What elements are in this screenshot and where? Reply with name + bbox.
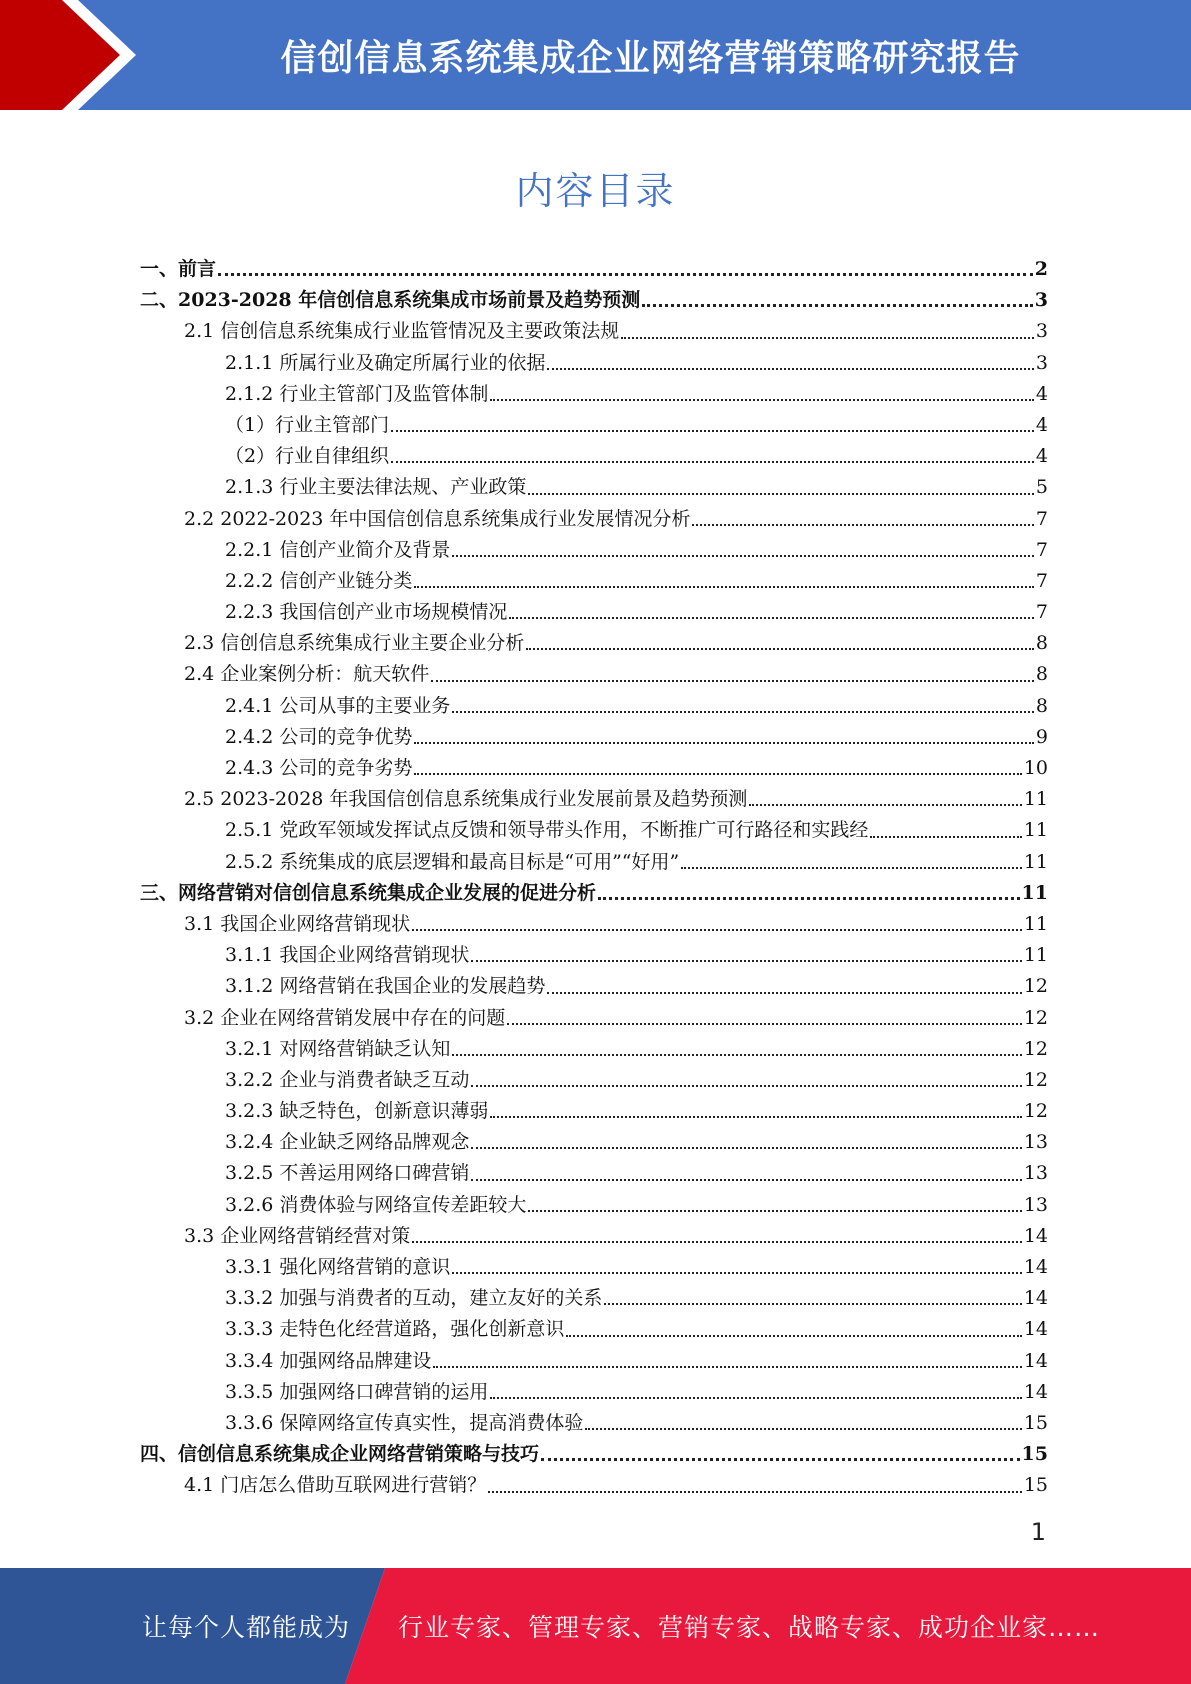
toc-entry-text: 2.5.1 党政军领域发挥试点反馈和领导带头作用，不断推广可行路径和实践经 — [225, 819, 869, 842]
toc-entry-text: 4.1 门店怎么借助互联网进行营销？ — [184, 1474, 487, 1497]
toc-entry-page: 15 — [1023, 1474, 1048, 1497]
toc-entry[interactable] — [140, 504, 1048, 535]
toc-leader-dots — [471, 1179, 1021, 1181]
toc-entry[interactable] — [140, 1127, 1048, 1158]
toc-entry[interactable] — [140, 410, 1048, 441]
header-band — [0, 0, 1191, 110]
toc-entry[interactable] — [140, 1158, 1048, 1189]
toc-leader-dots — [488, 1491, 1022, 1493]
toc-entry-page: 12 — [1023, 1068, 1048, 1091]
toc-entry-page: 11 — [1023, 850, 1048, 873]
toc-leader-dots — [528, 1210, 1021, 1212]
toc-leader-dots — [490, 399, 1034, 401]
toc-leader-dots — [452, 1272, 1021, 1274]
toc-entry-page: 14 — [1023, 1349, 1048, 1372]
table-of-contents — [140, 254, 1048, 1502]
toc-leader-dots — [566, 1335, 1021, 1337]
toc-entry[interactable] — [140, 285, 1048, 316]
toc-entry[interactable] — [140, 815, 1048, 846]
toc-entry[interactable] — [140, 628, 1048, 659]
toc-entry-text: 3.2.1 对网络营销缺乏认知 — [225, 1037, 451, 1060]
footer-slogan-left: 让每个人都能成为 — [142, 1613, 351, 1642]
toc-entry-text: 3.2.3 缺乏特色，创新意识薄弱 — [225, 1100, 489, 1123]
toc-entry[interactable] — [140, 1252, 1048, 1283]
toc-entry[interactable] — [140, 441, 1048, 472]
toc-entry-page: 7 — [1035, 538, 1048, 561]
toc-leader-dots — [749, 804, 1021, 806]
toc-leader-dots — [452, 555, 1034, 557]
toc-entry-text: 3.2.2 企业与消费者缺乏互动 — [225, 1068, 470, 1091]
toc-entry-text: 2.4.2 公司的竞争优势 — [225, 725, 413, 748]
toc-entry[interactable] — [140, 348, 1048, 379]
toc-entry-page: 4 — [1035, 445, 1048, 468]
toc-entry[interactable] — [140, 1408, 1048, 1439]
toc-entry-text: 3.3 企业网络营销经营对策 — [184, 1224, 411, 1247]
toc-entry[interactable] — [140, 1065, 1048, 1096]
toc-entry[interactable] — [140, 379, 1048, 410]
toc-entry-page: 14 — [1023, 1224, 1048, 1247]
toc-entry[interactable] — [140, 659, 1048, 690]
toc-entry[interactable] — [140, 784, 1048, 815]
footer-band — [0, 1568, 1191, 1684]
toc-entry-page: 7 — [1035, 569, 1048, 592]
toc-entry[interactable] — [140, 316, 1048, 347]
toc-entry[interactable] — [140, 1221, 1048, 1252]
toc-entry-page: 11 — [1023, 788, 1048, 811]
toc-entry-page: 4 — [1035, 382, 1048, 405]
toc-leader-dots — [642, 304, 1033, 307]
toc-leader-dots — [431, 680, 1034, 682]
toc-entry[interactable] — [140, 691, 1048, 722]
toc-leader-dots — [585, 1428, 1021, 1430]
toc-leader-dots — [452, 1054, 1021, 1056]
toc-entry-page: 11 — [1023, 944, 1048, 967]
toc-leader-dots — [414, 586, 1034, 588]
toc-leader-dots — [391, 461, 1034, 463]
toc-entry[interactable] — [140, 1003, 1048, 1034]
toc-entry-text: 2.1.3 行业主要法律法规、产业政策 — [225, 476, 527, 499]
toc-entry-text: 2.5.2 系统集成的底层逻辑和最高目标是“可用”“好用” — [225, 850, 680, 873]
toc-leader-dots — [528, 493, 1034, 495]
toc-leader-dots — [471, 960, 1021, 962]
toc-leader-dots — [598, 897, 1020, 900]
toc-entry-text: 2.1.1 所属行业及确定所属行业的依据 — [225, 351, 546, 374]
toc-entry-text: 3.2.4 企业缺乏网络品牌观念 — [225, 1131, 470, 1154]
toc-entry-text: 3.1.1 我国企业网络营销现状 — [225, 944, 470, 967]
toc-entry[interactable] — [140, 909, 1048, 940]
toc-leader-dots — [526, 648, 1034, 650]
toc-entry[interactable] — [140, 566, 1048, 597]
toc-entry-text: 3.2 企业在网络营销发展中存在的问题 — [184, 1006, 506, 1029]
toc-entry[interactable] — [140, 1314, 1048, 1345]
toc-entry-text: 2.2 2022-2023 年中国信创信息系统集成行业发展情况分析 — [184, 507, 691, 530]
toc-entry-page: 11 — [1023, 819, 1048, 842]
toc-leader-dots — [452, 711, 1034, 713]
toc-entry[interactable] — [140, 1096, 1048, 1127]
toc-leader-dots — [692, 524, 1033, 526]
toc-entry-text: 2.4.1 公司从事的主要业务 — [225, 694, 451, 717]
toc-entry-page: 8 — [1035, 694, 1048, 717]
toc-entry-text: 2.2.2 信创产业链分类 — [225, 569, 413, 592]
toc-entry-text: 2.2.1 信创产业简介及背景 — [225, 538, 451, 561]
toc-entry[interactable] — [140, 1283, 1048, 1314]
toc-leader-dots — [870, 836, 1021, 838]
toc-entry-text: 2.1.2 行业主管部门及监管体制 — [225, 382, 489, 405]
toc-entry-page: 11 — [1021, 881, 1048, 904]
toc-leader-dots — [621, 337, 1034, 339]
toc-entry-page: 13 — [1023, 1193, 1048, 1216]
toc-leader-dots — [433, 1366, 1021, 1368]
toc-entry-page: 9 — [1035, 725, 1048, 748]
toc-entry-text: 2.5 2023-2028 年我国信创信息系统集成行业发展前景及趋势预测 — [184, 788, 748, 811]
toc-entry-text: （2）行业自律组织 — [225, 445, 390, 468]
toc-entry-page: 4 — [1035, 413, 1048, 436]
toc-title: 内容目录 — [515, 169, 676, 213]
toc-leader-dots — [507, 1023, 1022, 1025]
toc-entry[interactable] — [140, 1439, 1048, 1470]
toc-leader-dots — [471, 1147, 1021, 1149]
toc-entry-text: 3.3.2 加强与消费者的互动，建立友好的关系 — [225, 1287, 603, 1310]
toc-entry[interactable] — [140, 597, 1048, 628]
toc-entry[interactable] — [140, 847, 1048, 878]
toc-leader-dots — [547, 992, 1021, 994]
toc-leader-dots — [490, 1116, 1021, 1118]
toc-entry-text: 3.3.5 加强网络口碑营销的运用 — [225, 1380, 489, 1403]
toc-entry[interactable] — [140, 753, 1048, 784]
toc-entry-text: 2.2.3 我国信创产业市场规模情况 — [225, 601, 508, 624]
toc-leader-dots — [414, 773, 1021, 775]
toc-entry-text: 三、网络营销对信创信息系统集成企业发展的促进分析 — [140, 881, 597, 904]
toc-entry-text: 2.4.3 公司的竞争劣势 — [225, 757, 413, 779]
toc-entry-text: （1）行业主管部门 — [225, 413, 390, 436]
toc-entry-text: 二、2023-2028 年信创信息系统集成市场前景及趋势预测 — [140, 289, 641, 312]
page-number: 1 — [1030, 1518, 1046, 1546]
toc-entry-page: 12 — [1023, 1006, 1048, 1029]
toc-leader-dots — [681, 867, 1022, 869]
toc-leader-dots — [218, 273, 1033, 276]
toc-entry-text: 四、信创信息系统集成企业网络营销策略与技巧 — [140, 1443, 540, 1466]
toc-entry[interactable] — [140, 722, 1048, 753]
toc-entry-text: 3.2.5 不善运用网络口碑营销 — [225, 1162, 470, 1185]
toc-entry-page: 10 — [1023, 757, 1048, 779]
toc-entry-page: 7 — [1035, 507, 1048, 530]
toc-leader-dots — [414, 742, 1034, 744]
header-title: 信创信息系统集成企业网络营销策略研究报告 — [280, 37, 1021, 79]
toc-entry-page: 12 — [1023, 1100, 1048, 1123]
toc-entry[interactable] — [140, 1470, 1048, 1501]
toc-entry-text: 3.3.3 走特色化经营道路，强化创新意识 — [225, 1318, 565, 1341]
toc-leader-dots — [604, 1303, 1021, 1305]
toc-entry-page: 11 — [1023, 912, 1048, 935]
toc-entry-text: 3.2.6 消费体验与网络宣传差距较大 — [225, 1193, 527, 1216]
toc-entry-text: 一、前言 — [140, 258, 217, 280]
toc-entry-page: 8 — [1035, 663, 1048, 686]
toc-leader-dots — [541, 1458, 1020, 1461]
toc-entry-page: 14 — [1023, 1380, 1048, 1403]
toc-entry-text: 3.3.6 保障网络宣传真实性，提高消费体验 — [225, 1411, 584, 1434]
toc-entry-page: 3 — [1034, 289, 1048, 312]
toc-leader-dots — [547, 368, 1034, 370]
toc-leader-dots — [471, 1085, 1021, 1087]
toc-leader-dots — [391, 430, 1034, 432]
toc-entry-page: 13 — [1023, 1131, 1048, 1154]
toc-entry[interactable] — [140, 1377, 1048, 1408]
toc-entry-page: 14 — [1023, 1287, 1048, 1310]
toc-entry-page: 3 — [1035, 320, 1048, 343]
toc-entry-page: 3 — [1035, 351, 1048, 374]
toc-entry-page: 12 — [1023, 1037, 1048, 1060]
toc-leader-dots — [490, 1397, 1021, 1399]
toc-entry[interactable] — [140, 971, 1048, 1002]
toc-entry-text: 2.4 企业案例分析：航天软件 — [184, 663, 430, 686]
toc-entry[interactable] — [140, 1190, 1048, 1221]
toc-entry-text: 2.3 信创信息系统集成行业主要企业分析 — [184, 632, 525, 655]
toc-entry[interactable] — [140, 1346, 1048, 1377]
toc-entry[interactable] — [140, 1034, 1048, 1065]
toc-entry-page: 7 — [1035, 601, 1048, 624]
toc-entry-page: 5 — [1035, 476, 1048, 499]
toc-entry-page: 2 — [1034, 258, 1048, 280]
toc-entry-text: 3.3.4 加强网络品牌建设 — [225, 1349, 432, 1372]
toc-entry[interactable] — [140, 940, 1048, 971]
toc-entry-page: 12 — [1023, 975, 1048, 998]
toc-entry-page: 15 — [1023, 1411, 1048, 1434]
toc-entry-page: 15 — [1021, 1443, 1048, 1466]
toc-entry[interactable] — [140, 254, 1048, 285]
toc-leader-dots — [412, 1241, 1022, 1243]
toc-entry[interactable] — [140, 878, 1048, 909]
toc-leader-dots — [509, 617, 1034, 619]
toc-entry-text: 3.1 我国企业网络营销现状 — [184, 912, 411, 935]
toc-entry[interactable] — [140, 472, 1048, 503]
footer-slogan-right: 行业专家、管理专家、营销专家、战略专家、成功企业家…… — [398, 1613, 1101, 1642]
toc-entry-page: 14 — [1023, 1256, 1048, 1278]
toc-entry-page: 14 — [1023, 1318, 1048, 1341]
toc-entry[interactable] — [140, 535, 1048, 566]
toc-entry-page: 13 — [1023, 1162, 1048, 1185]
toc-entry-page: 8 — [1035, 632, 1048, 655]
toc-entry-text: 3.1.2 网络营销在我国企业的发展趋势 — [225, 975, 546, 998]
toc-leader-dots — [412, 929, 1022, 931]
toc-entry-text: 2.1 信创信息系统集成行业监管情况及主要政策法规 — [184, 320, 620, 343]
toc-entry-text: 3.3.1 强化网络营销的意识 — [225, 1256, 451, 1278]
